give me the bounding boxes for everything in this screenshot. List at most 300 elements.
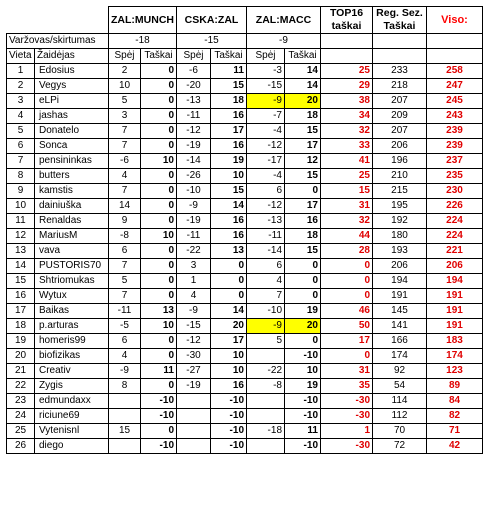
points2-cell[interactable]: 17 — [211, 334, 247, 349]
points1-cell[interactable]: 0 — [141, 124, 177, 139]
top16-points-cell[interactable]: 1 — [321, 424, 373, 439]
points2-cell[interactable]: 15 — [211, 79, 247, 94]
total-points-cell[interactable]: 239 — [427, 139, 483, 154]
guess1-cell[interactable] — [109, 409, 141, 424]
points1-cell[interactable]: 0 — [141, 139, 177, 154]
guess1-cell[interactable]: 6 — [109, 244, 141, 259]
guess1-cell[interactable]: 7 — [109, 139, 141, 154]
total-points-cell[interactable]: 247 — [427, 79, 483, 94]
points2-cell[interactable]: 15 — [211, 184, 247, 199]
regular-points-cell[interactable]: 193 — [373, 244, 427, 259]
table-row — [7, 169, 483, 184]
regular-points-cell[interactable]: 92 — [373, 364, 427, 379]
guess2-cell[interactable]: -19 — [177, 379, 211, 394]
guess3-cell[interactable]: -17 — [247, 154, 285, 169]
points3-cell[interactable]: 0 — [285, 289, 321, 304]
points2-cell[interactable]: 16 — [211, 214, 247, 229]
points3-cell[interactable]: 20 — [285, 319, 321, 334]
points1-cell[interactable]: 0 — [141, 169, 177, 184]
guess3-cell[interactable]: -9 — [247, 94, 285, 109]
points3-cell[interactable]: 17 — [285, 139, 321, 154]
guess1-cell[interactable]: -5 — [109, 319, 141, 334]
guess2-cell[interactable]: -9 — [177, 199, 211, 214]
player-name-cell[interactable]: jashas — [35, 109, 109, 124]
guess1-cell[interactable]: 7 — [109, 259, 141, 274]
player-name-cell[interactable]: Shtriomukas — [35, 274, 109, 289]
guess1-cell[interactable]: 4 — [109, 349, 141, 364]
rank-cell[interactable]: 7 — [7, 154, 35, 169]
top16-points-cell[interactable]: 15 — [321, 184, 373, 199]
points2-cell[interactable]: -10 — [211, 394, 247, 409]
points3-cell[interactable]: 10 — [285, 364, 321, 379]
rank-cell[interactable]: 6 — [7, 139, 35, 154]
points1-cell[interactable]: 0 — [141, 94, 177, 109]
points2-cell[interactable]: 16 — [211, 139, 247, 154]
player-name-cell[interactable]: Renaldas — [35, 214, 109, 229]
points3-cell[interactable]: 11 — [285, 424, 321, 439]
top16-points-cell[interactable]: 28 — [321, 244, 373, 259]
player-name-cell[interactable]: MariusM — [35, 229, 109, 244]
points3-cell[interactable]: 15 — [285, 169, 321, 184]
points1-cell[interactable]: 0 — [141, 274, 177, 289]
points3-cell[interactable]: -10 — [285, 439, 321, 454]
points1-cell[interactable]: 10 — [141, 229, 177, 244]
guess1-cell[interactable]: 9 — [109, 214, 141, 229]
points2-cell[interactable]: -10 — [211, 409, 247, 424]
points1-cell[interactable]: 0 — [141, 259, 177, 274]
player-name-cell[interactable]: vava — [35, 244, 109, 259]
top16-points-cell[interactable]: 25 — [321, 169, 373, 184]
player-name-cell[interactable]: riciune69 — [35, 409, 109, 424]
top16-points-cell[interactable]: -30 — [321, 439, 373, 454]
regular-points-cell[interactable]: 233 — [373, 64, 427, 79]
regular-points-cell[interactable]: 112 — [373, 409, 427, 424]
total-points-cell[interactable]: 191 — [427, 304, 483, 319]
guess1-cell[interactable]: 14 — [109, 199, 141, 214]
regular-points-cell[interactable]: 166 — [373, 334, 427, 349]
spej-header-1: Spėj — [109, 49, 141, 64]
guess1-cell[interactable]: 5 — [109, 94, 141, 109]
guess3-cell[interactable]: -3 — [247, 64, 285, 79]
rank-cell[interactable]: 8 — [7, 169, 35, 184]
guess2-cell[interactable]: -11 — [177, 229, 211, 244]
guess1-cell[interactable]: 5 — [109, 274, 141, 289]
guess3-cell[interactable] — [247, 394, 285, 409]
guess3-cell[interactable]: -15 — [247, 79, 285, 94]
spej-header-3: Spėj — [247, 49, 285, 64]
guess1-cell[interactable]: 8 — [109, 379, 141, 394]
regular-points-cell[interactable]: 195 — [373, 199, 427, 214]
total-points-cell[interactable]: 258 — [427, 64, 483, 79]
top16-points-cell[interactable]: -30 — [321, 394, 373, 409]
player-name-cell[interactable]: PUSTORIS70 — [35, 259, 109, 274]
points3-cell[interactable]: 20 — [285, 94, 321, 109]
guess2-cell[interactable]: -6 — [177, 64, 211, 79]
regular-points-cell[interactable]: 180 — [373, 229, 427, 244]
player-name-cell[interactable]: homeris99 — [35, 334, 109, 349]
points1-cell[interactable]: -10 — [141, 394, 177, 409]
guess1-cell[interactable]: 3 — [109, 109, 141, 124]
points3-cell[interactable]: 14 — [285, 79, 321, 94]
top16-points-cell[interactable]: 33 — [321, 139, 373, 154]
corner-cell — [7, 7, 109, 34]
regular-points-cell[interactable]: 215 — [373, 184, 427, 199]
guess3-cell[interactable]: -7 — [247, 109, 285, 124]
points3-cell[interactable]: 15 — [285, 244, 321, 259]
points2-cell[interactable]: 19 — [211, 154, 247, 169]
guess2-cell[interactable]: -14 — [177, 154, 211, 169]
rank-cell[interactable]: 25 — [7, 424, 35, 439]
points1-cell[interactable]: 0 — [141, 379, 177, 394]
guess2-cell[interactable]: -20 — [177, 79, 211, 94]
rank-cell[interactable]: 20 — [7, 349, 35, 364]
player-name-cell[interactable]: Baikas — [35, 304, 109, 319]
empty-cell — [321, 49, 373, 64]
guess2-cell[interactable]: 4 — [177, 289, 211, 304]
guess2-cell[interactable]: -30 — [177, 349, 211, 364]
player-name-cell[interactable]: Zygis — [35, 379, 109, 394]
total-points-cell[interactable]: 226 — [427, 199, 483, 214]
top16-points-cell[interactable]: 46 — [321, 304, 373, 319]
total-points-cell[interactable]: 243 — [427, 109, 483, 124]
table-row — [7, 109, 483, 124]
guess1-cell[interactable]: 4 — [109, 169, 141, 184]
points1-cell[interactable]: 0 — [141, 79, 177, 94]
rank-cell[interactable]: 2 — [7, 79, 35, 94]
top16-points-cell[interactable]: 31 — [321, 199, 373, 214]
points2-cell[interactable]: 10 — [211, 364, 247, 379]
guess2-cell[interactable]: -12 — [177, 124, 211, 139]
total-points-cell[interactable]: 123 — [427, 364, 483, 379]
total-points-cell[interactable]: 194 — [427, 274, 483, 289]
guess2-cell[interactable]: -12 — [177, 334, 211, 349]
total-points-cell[interactable]: 224 — [427, 214, 483, 229]
guess3-cell[interactable]: 4 — [247, 274, 285, 289]
top16-points-cell[interactable]: 32 — [321, 124, 373, 139]
guess3-cell[interactable]: -11 — [247, 229, 285, 244]
guess3-cell[interactable]: -13 — [247, 214, 285, 229]
regular-points-cell[interactable]: 207 — [373, 94, 427, 109]
regular-points-cell[interactable]: 206 — [373, 259, 427, 274]
points2-cell[interactable]: -10 — [211, 424, 247, 439]
total-points-cell[interactable]: 224 — [427, 229, 483, 244]
guess1-cell[interactable]: -8 — [109, 229, 141, 244]
regular-points-cell[interactable]: 210 — [373, 169, 427, 184]
total-points-cell[interactable]: 221 — [427, 244, 483, 259]
regular-points-cell[interactable]: 174 — [373, 349, 427, 364]
guess3-cell[interactable]: -4 — [247, 124, 285, 139]
guess2-cell[interactable] — [177, 409, 211, 424]
points3-cell[interactable]: 19 — [285, 304, 321, 319]
guess3-cell[interactable]: -10 — [247, 304, 285, 319]
rank-cell[interactable]: 5 — [7, 124, 35, 139]
guess3-cell[interactable]: -4 — [247, 169, 285, 184]
guess2-cell[interactable]: -26 — [177, 169, 211, 184]
player-name-cell[interactable]: Sonca — [35, 139, 109, 154]
guess1-cell[interactable]: -9 — [109, 364, 141, 379]
points2-cell[interactable]: 14 — [211, 199, 247, 214]
total-points-cell[interactable]: 82 — [427, 409, 483, 424]
top16-points-cell[interactable]: 50 — [321, 319, 373, 334]
total-points-cell[interactable]: 183 — [427, 334, 483, 349]
player-name-cell[interactable]: biofizikas — [35, 349, 109, 364]
guess3-cell[interactable]: 7 — [247, 289, 285, 304]
points3-cell[interactable]: 16 — [285, 214, 321, 229]
rank-cell[interactable]: 10 — [7, 199, 35, 214]
rank-cell[interactable]: 12 — [7, 229, 35, 244]
total-points-cell[interactable]: 230 — [427, 184, 483, 199]
guess3-cell[interactable]: 6 — [247, 259, 285, 274]
player-name-cell[interactable]: dainiuška — [35, 199, 109, 214]
points1-cell[interactable]: 0 — [141, 334, 177, 349]
guess1-cell[interactable]: 7 — [109, 124, 141, 139]
total-points-cell[interactable]: 89 — [427, 379, 483, 394]
top16-points-cell[interactable]: 31 — [321, 364, 373, 379]
top16-points-cell[interactable]: 0 — [321, 274, 373, 289]
guess3-cell[interactable]: -18 — [247, 424, 285, 439]
points2-cell[interactable]: 20 — [211, 319, 247, 334]
points1-cell[interactable]: 13 — [141, 304, 177, 319]
total-points-cell[interactable]: 206 — [427, 259, 483, 274]
total-points-cell[interactable]: 42 — [427, 439, 483, 454]
player-name-cell[interactable]: kamstis — [35, 184, 109, 199]
guess1-cell[interactable]: 7 — [109, 289, 141, 304]
rank-cell[interactable]: 24 — [7, 409, 35, 424]
points2-cell[interactable]: 13 — [211, 244, 247, 259]
guess2-cell[interactable]: -9 — [177, 304, 211, 319]
table-row — [7, 424, 483, 439]
points1-cell[interactable]: 0 — [141, 64, 177, 79]
points2-cell[interactable]: 16 — [211, 229, 247, 244]
regular-points-cell[interactable]: 54 — [373, 379, 427, 394]
points3-cell[interactable]: 19 — [285, 379, 321, 394]
points3-cell[interactable]: -10 — [285, 394, 321, 409]
total-points-cell[interactable]: 71 — [427, 424, 483, 439]
points3-cell[interactable]: -10 — [285, 409, 321, 424]
guess2-cell[interactable]: -19 — [177, 214, 211, 229]
guess1-cell[interactable]: -11 — [109, 304, 141, 319]
points2-cell[interactable]: -10 — [211, 439, 247, 454]
top16-points-cell[interactable]: 34 — [321, 109, 373, 124]
guess2-cell[interactable]: -15 — [177, 319, 211, 334]
guess2-cell[interactable]: -27 — [177, 364, 211, 379]
points1-cell[interactable]: -10 — [141, 439, 177, 454]
points2-cell[interactable]: 16 — [211, 379, 247, 394]
player-name-cell[interactable]: Creativ — [35, 364, 109, 379]
rank-cell[interactable]: 16 — [7, 289, 35, 304]
vieta-header: Vieta — [7, 49, 35, 64]
points3-cell[interactable]: 18 — [285, 109, 321, 124]
reg-header: Reg. Sez. Taškai — [373, 7, 427, 34]
guess3-cell[interactable]: -12 — [247, 139, 285, 154]
points1-cell[interactable]: 0 — [141, 184, 177, 199]
empty-cell — [373, 49, 427, 64]
regular-points-cell[interactable]: 194 — [373, 274, 427, 289]
regular-points-cell[interactable]: 196 — [373, 154, 427, 169]
points1-cell[interactable]: 0 — [141, 424, 177, 439]
points3-cell[interactable]: -10 — [285, 349, 321, 364]
top16-points-cell[interactable]: 44 — [321, 229, 373, 244]
guess3-cell[interactable] — [247, 409, 285, 424]
points3-cell[interactable]: 0 — [285, 184, 321, 199]
guess3-cell[interactable] — [247, 349, 285, 364]
points2-cell[interactable]: 17 — [211, 124, 247, 139]
points2-cell[interactable]: 18 — [211, 94, 247, 109]
diff2-cell: -15 — [177, 34, 247, 49]
guess2-cell[interactable]: -22 — [177, 244, 211, 259]
points2-cell[interactable]: 14 — [211, 304, 247, 319]
points3-cell[interactable]: 17 — [285, 199, 321, 214]
points1-cell[interactable]: 10 — [141, 319, 177, 334]
guess1-cell[interactable]: 6 — [109, 334, 141, 349]
points3-cell[interactable]: 18 — [285, 229, 321, 244]
player-name-cell[interactable]: Edosius — [35, 64, 109, 79]
top16-points-cell[interactable]: 38 — [321, 94, 373, 109]
guess1-cell[interactable]: 10 — [109, 79, 141, 94]
rank-cell[interactable]: 19 — [7, 334, 35, 349]
guess3-cell[interactable]: -12 — [247, 199, 285, 214]
player-name-cell[interactable]: eLPi — [35, 94, 109, 109]
regular-points-cell[interactable]: 192 — [373, 214, 427, 229]
rank-cell[interactable]: 11 — [7, 214, 35, 229]
regular-points-cell[interactable]: 72 — [373, 439, 427, 454]
rank-cell[interactable]: 9 — [7, 184, 35, 199]
guess2-cell[interactable]: 1 — [177, 274, 211, 289]
rank-cell[interactable]: 23 — [7, 394, 35, 409]
points1-cell[interactable]: 0 — [141, 244, 177, 259]
total-points-cell[interactable]: 174 — [427, 349, 483, 364]
guess1-cell[interactable] — [109, 394, 141, 409]
regular-points-cell[interactable]: 70 — [373, 424, 427, 439]
points2-cell[interactable]: 16 — [211, 109, 247, 124]
total-points-cell[interactable]: 84 — [427, 394, 483, 409]
points1-cell[interactable]: -10 — [141, 409, 177, 424]
guess2-cell[interactable]: -13 — [177, 94, 211, 109]
top16-points-cell[interactable]: 0 — [321, 259, 373, 274]
points3-cell[interactable]: 12 — [285, 154, 321, 169]
player-name-cell[interactable]: butters — [35, 169, 109, 184]
points1-cell[interactable]: 0 — [141, 214, 177, 229]
points3-cell[interactable]: 0 — [285, 259, 321, 274]
rank-cell[interactable]: 17 — [7, 304, 35, 319]
guess3-cell[interactable]: 5 — [247, 334, 285, 349]
player-name-cell[interactable]: pensininkas — [35, 154, 109, 169]
regular-points-cell[interactable]: 141 — [373, 319, 427, 334]
guess1-cell[interactable]: 2 — [109, 64, 141, 79]
points1-cell[interactable]: 11 — [141, 364, 177, 379]
total-points-cell[interactable]: 245 — [427, 94, 483, 109]
guess2-cell[interactable]: -11 — [177, 109, 211, 124]
regular-points-cell[interactable]: 145 — [373, 304, 427, 319]
top16-points-cell[interactable]: -30 — [321, 409, 373, 424]
rank-cell[interactable]: 14 — [7, 259, 35, 274]
points3-cell[interactable]: 0 — [285, 334, 321, 349]
player-name-cell[interactable]: Vytenisnl — [35, 424, 109, 439]
guess1-cell[interactable]: -6 — [109, 154, 141, 169]
points3-cell[interactable]: 0 — [285, 274, 321, 289]
points2-cell[interactable]: 11 — [211, 64, 247, 79]
rank-cell[interactable]: 18 — [7, 319, 35, 334]
rank-cell[interactable]: 13 — [7, 244, 35, 259]
guess2-cell[interactable] — [177, 394, 211, 409]
points2-cell[interactable]: 0 — [211, 289, 247, 304]
rank-cell[interactable]: 26 — [7, 439, 35, 454]
rank-cell[interactable]: 4 — [7, 109, 35, 124]
points3-cell[interactable]: 14 — [285, 64, 321, 79]
guess2-cell[interactable]: -19 — [177, 139, 211, 154]
guess3-cell[interactable]: -8 — [247, 379, 285, 394]
total-points-cell[interactable]: 191 — [427, 319, 483, 334]
guess2-cell[interactable] — [177, 424, 211, 439]
guess3-cell[interactable]: -9 — [247, 319, 285, 334]
points2-cell[interactable]: 10 — [211, 349, 247, 364]
top16-points-cell[interactable]: 41 — [321, 154, 373, 169]
guess3-cell[interactable]: -22 — [247, 364, 285, 379]
top16-points-cell[interactable]: 35 — [321, 379, 373, 394]
points1-cell[interactable]: 0 — [141, 289, 177, 304]
guess2-cell[interactable]: 3 — [177, 259, 211, 274]
player-name-cell[interactable]: Vegys — [35, 79, 109, 94]
rank-cell[interactable]: 3 — [7, 94, 35, 109]
guess2-cell[interactable]: -10 — [177, 184, 211, 199]
top16-points-cell[interactable]: 0 — [321, 289, 373, 304]
player-name-cell[interactable]: Donatelo — [35, 124, 109, 139]
guess2-cell[interactable] — [177, 439, 211, 454]
points1-cell[interactable]: 0 — [141, 109, 177, 124]
guess3-cell[interactable] — [247, 439, 285, 454]
rank-cell[interactable]: 1 — [7, 64, 35, 79]
points2-cell[interactable]: 0 — [211, 259, 247, 274]
guess1-cell[interactable]: 15 — [109, 424, 141, 439]
top16-points-cell[interactable]: 29 — [321, 79, 373, 94]
rank-cell[interactable]: 21 — [7, 364, 35, 379]
guess1-cell[interactable]: 7 — [109, 184, 141, 199]
regular-points-cell[interactable]: 218 — [373, 79, 427, 94]
table-row — [7, 409, 483, 424]
total-points-cell[interactable]: 239 — [427, 124, 483, 139]
player-name-cell[interactable]: p.arturas — [35, 319, 109, 334]
points1-cell[interactable]: 0 — [141, 199, 177, 214]
guess1-cell[interactable] — [109, 439, 141, 454]
guess3-cell[interactable]: -14 — [247, 244, 285, 259]
top16-points-cell[interactable]: 25 — [321, 64, 373, 79]
points2-cell[interactable]: 10 — [211, 169, 247, 184]
player-name-cell[interactable]: Wytux — [35, 289, 109, 304]
points3-cell[interactable]: 15 — [285, 124, 321, 139]
top16-points-cell[interactable]: 32 — [321, 214, 373, 229]
regular-points-cell[interactable]: 191 — [373, 289, 427, 304]
rank-cell[interactable]: 15 — [7, 274, 35, 289]
table-row — [7, 154, 483, 169]
total-points-cell[interactable]: 235 — [427, 169, 483, 184]
total-points-cell[interactable]: 237 — [427, 154, 483, 169]
top16-points-cell[interactable]: 17 — [321, 334, 373, 349]
table-row — [7, 289, 483, 304]
rank-cell[interactable]: 22 — [7, 379, 35, 394]
points2-cell[interactable]: 0 — [211, 274, 247, 289]
player-name-cell[interactable]: diego — [35, 439, 109, 454]
regular-points-cell[interactable]: 207 — [373, 124, 427, 139]
points1-cell[interactable]: 10 — [141, 154, 177, 169]
player-name-cell[interactable]: edmundaxx — [35, 394, 109, 409]
regular-points-cell[interactable]: 206 — [373, 139, 427, 154]
regular-points-cell[interactable]: 114 — [373, 394, 427, 409]
top16-points-cell[interactable]: 0 — [321, 349, 373, 364]
regular-points-cell[interactable]: 209 — [373, 109, 427, 124]
points1-cell[interactable]: 0 — [141, 349, 177, 364]
total-points-cell[interactable]: 191 — [427, 289, 483, 304]
guess3-cell[interactable]: 6 — [247, 184, 285, 199]
